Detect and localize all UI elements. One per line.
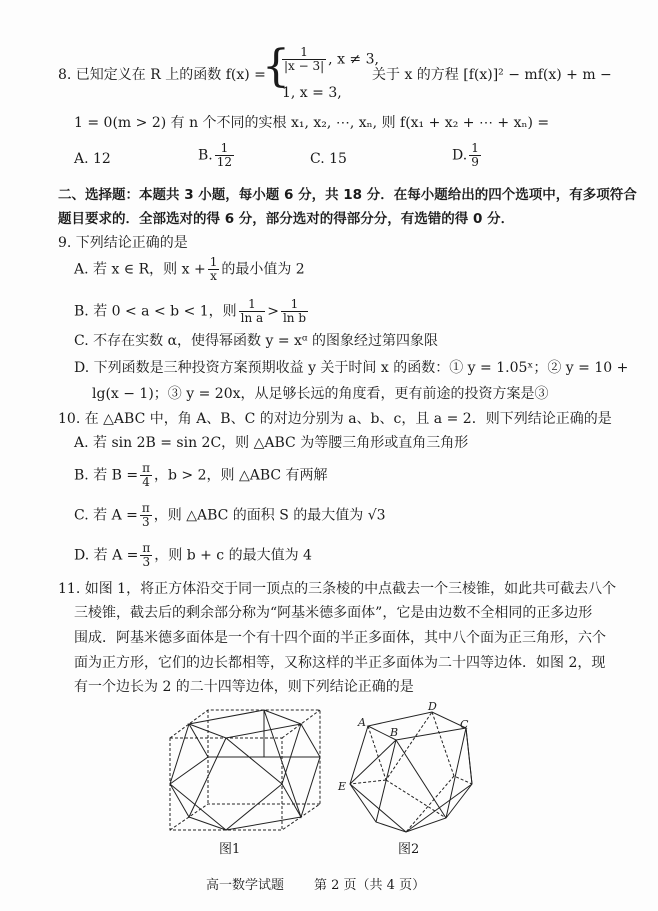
q9-option-a: A. 若 x ∈ R，则 x + $\frac{1}{x}$ 的最小值为 2 (74, 255, 305, 283)
figure-1-cuboctahedron-in-cube (160, 708, 330, 834)
q8-piece1-fraction: $\frac{1}{|x - 3|}$ (284, 45, 325, 73)
footer-page-number: 第 2 页（共 4 页） (314, 878, 426, 893)
q9-option-d-line2: lg(x − 1)；③ y = 20x，从足够长远的角度看，更有前途的投资方案是③ (92, 386, 549, 402)
q8-option-c: C. 15 (310, 151, 347, 167)
q8-piece2: 1, x = 3, (282, 85, 342, 101)
q10-option-b: B. 若 B = $\frac{\pi}{4}$ ，b > 2，则 △ABC 有两解 (74, 461, 328, 489)
q11-line1: 11. 如图 1，将正方体沿交于同一顶点的三条棱的中点截去一个三棱锥，如此共可截去八个 (58, 581, 617, 597)
q8-line1-prefix: 8. 已知定义在 R 上的函数 f(x) = (58, 67, 266, 83)
q11-line4: 面为正方形，它们的边长都相等，又称这样的半正多面体为二十四等边体．如图 2，现 (74, 655, 606, 671)
q8-piece1: $\frac{1}{|x - 3|}$ , x ≠ 3, (284, 45, 379, 73)
figure-2-label-e: E (338, 780, 347, 793)
figure-2-caption: 图2 (398, 842, 420, 857)
q8-line1-suffix: 关于 x 的方程 [f(x)]² − mf(x) + m − (372, 67, 612, 83)
q11-line3: 围成．阿基米德多面体是一个有十四个面的半正多面体，其中八个面为正三角形，六个 (74, 630, 606, 646)
section2-instructions-line2: 题目要求的．全部选对的得 6 分，部分选对的得部分分，有选错的得 0 分． (58, 211, 515, 227)
figure-2-label-b: B (390, 726, 399, 739)
figure-2-label-c: C (460, 718, 469, 731)
q8-option-b: B. $\frac{1}{12}$ (198, 141, 233, 169)
q10-option-d: D. 若 A = $\frac{\pi}{3}$ ，则 b + c 的最大值为 4 (74, 541, 312, 569)
q11-line5: 有一个边长为 2 的二十四等边体，则下列结论正确的是 (74, 679, 414, 695)
figure-1-caption: 图1 (219, 842, 241, 857)
figure-2-label-a: A (358, 716, 366, 729)
figure-2-label-d: D (428, 700, 437, 713)
q8-option-a: A. 12 (74, 151, 111, 167)
figure-2-polyhedron (336, 700, 486, 836)
q8-line2: 1 = 0(m > 2) 有 n 个不同的实根 x₁, x₂, ⋯, xₙ, 则 f(x₁ + x₂ + ⋯ + xₙ) = (74, 115, 550, 131)
q11-line2: 三棱锥，截去后的剩余部分称为“阿基米德多面体”，它是由边数不全相同的正多边形 (74, 605, 593, 621)
q8-option-d: D. $\frac{1}{9}$ (452, 141, 479, 169)
q10-option-c: C. 若 A = $\frac{\pi}{3}$ ，则 △ABC 的面积 S 的最大值为 √3 (74, 501, 386, 529)
q9-option-d-line1: D. 下列函数是三种投资方案预期收益 y 关于时间 x 的函数：① y = 1.05ˣ；② y = 10 + (74, 360, 629, 376)
footer-subject: 高一数学试题 (206, 878, 285, 893)
q10-stem: 10. 在 △ABC 中，角 A、B、C 的对边分别为 a、b、c，且 a = 2．则下列结论正确的是 (58, 411, 612, 427)
q8-piecewise-brace: { (262, 41, 290, 92)
q9-option-c: C. 不存在实数 α，使得幂函数 y = xᵅ 的图象经过第四象限 (74, 333, 438, 349)
q9-option-b: B. 若 0 < a < b < 1，则 $\frac{1}{\text{ln a}}$ > $\frac{1}{\text{ln b}}$ (74, 297, 306, 325)
section2-instructions-line1: 二、选择题：本题共 3 小题，每小题 6 分，共 18 分．在每小题给出的四个选项中，有多项符合 (58, 187, 637, 203)
q9-stem: 9. 下列结论正确的是 (58, 235, 188, 251)
q10-option-a: A. 若 sin 2B = sin 2C，则 △ABC 为等腰三角形或直角三角形 (74, 435, 469, 451)
